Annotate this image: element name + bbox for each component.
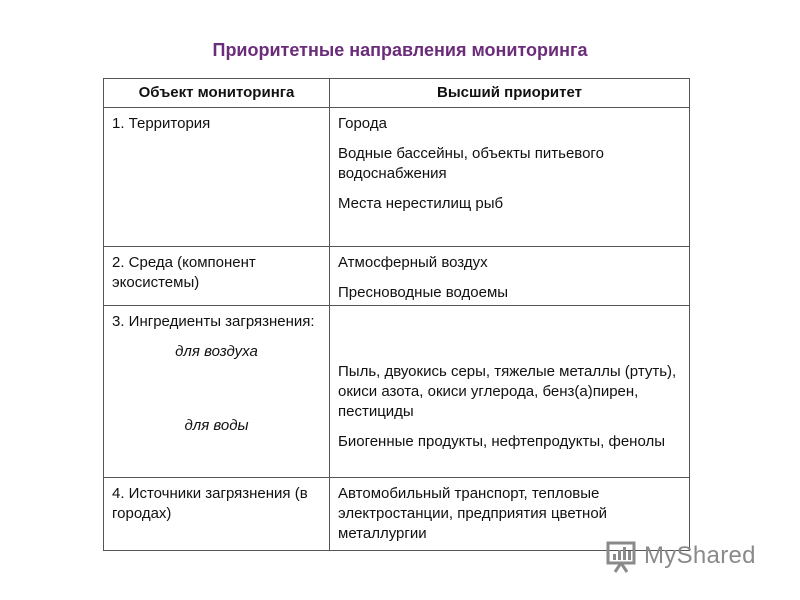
table-row — [104, 306, 690, 478]
monitoring-table — [103, 78, 690, 551]
object-label: 2. Среда (компонент экосистемы) — [112, 254, 256, 291]
myshared-logo[interactable] — [606, 538, 776, 574]
object-label: 1. Территория — [112, 115, 211, 132]
table-row — [104, 478, 690, 551]
object-cell — [104, 478, 330, 551]
object-cell — [104, 108, 330, 247]
myshared-logo-text: MyShared — [644, 542, 756, 569]
priority-item: Атмосферный воздух — [338, 254, 488, 271]
object-cell — [104, 247, 330, 306]
priority-item: Места нерестилищ рыб — [338, 195, 504, 212]
column-header-priority: Высший приоритет — [330, 79, 690, 108]
priority-cell — [330, 108, 690, 247]
myshared-logo-icon — [606, 539, 638, 573]
priority-item: Пресноводные водоемы — [338, 284, 509, 301]
ingredient-label-air: для воздуха — [175, 343, 258, 360]
table-row — [104, 247, 690, 306]
priority-cell — [330, 247, 690, 306]
ingredient-label-water: для воды — [184, 417, 249, 434]
object-label: 3. Ингредиенты загрязнения: — [112, 313, 315, 330]
ingredient-value-air: Пыль, двуокись серы, тяжелые металлы (ртуть), окиси азота, окиси углерода, бенз(а)пирен, пестициды — [338, 363, 677, 420]
object-cell — [104, 306, 330, 478]
column-header-object: Объект мониторинга — [104, 79, 330, 108]
object-label: 4. Источники загрязнения (в городах) — [112, 485, 308, 522]
priority-item: Города — [338, 115, 387, 132]
ingredient-value-water: Биогенные продукты, нефтепродукты, фенолы — [338, 433, 665, 450]
page-title: Приоритетные направления мониторинга — [212, 40, 588, 60]
table-header-row — [104, 79, 690, 108]
priority-item: Водные бассейны, объекты питьевого водоснабжения — [338, 145, 604, 182]
priority-item: Автомобильный транспорт, тепловые электростанции, предприятия цветной металлургии — [338, 485, 608, 542]
priority-cell — [330, 306, 690, 478]
table-row — [104, 108, 690, 247]
